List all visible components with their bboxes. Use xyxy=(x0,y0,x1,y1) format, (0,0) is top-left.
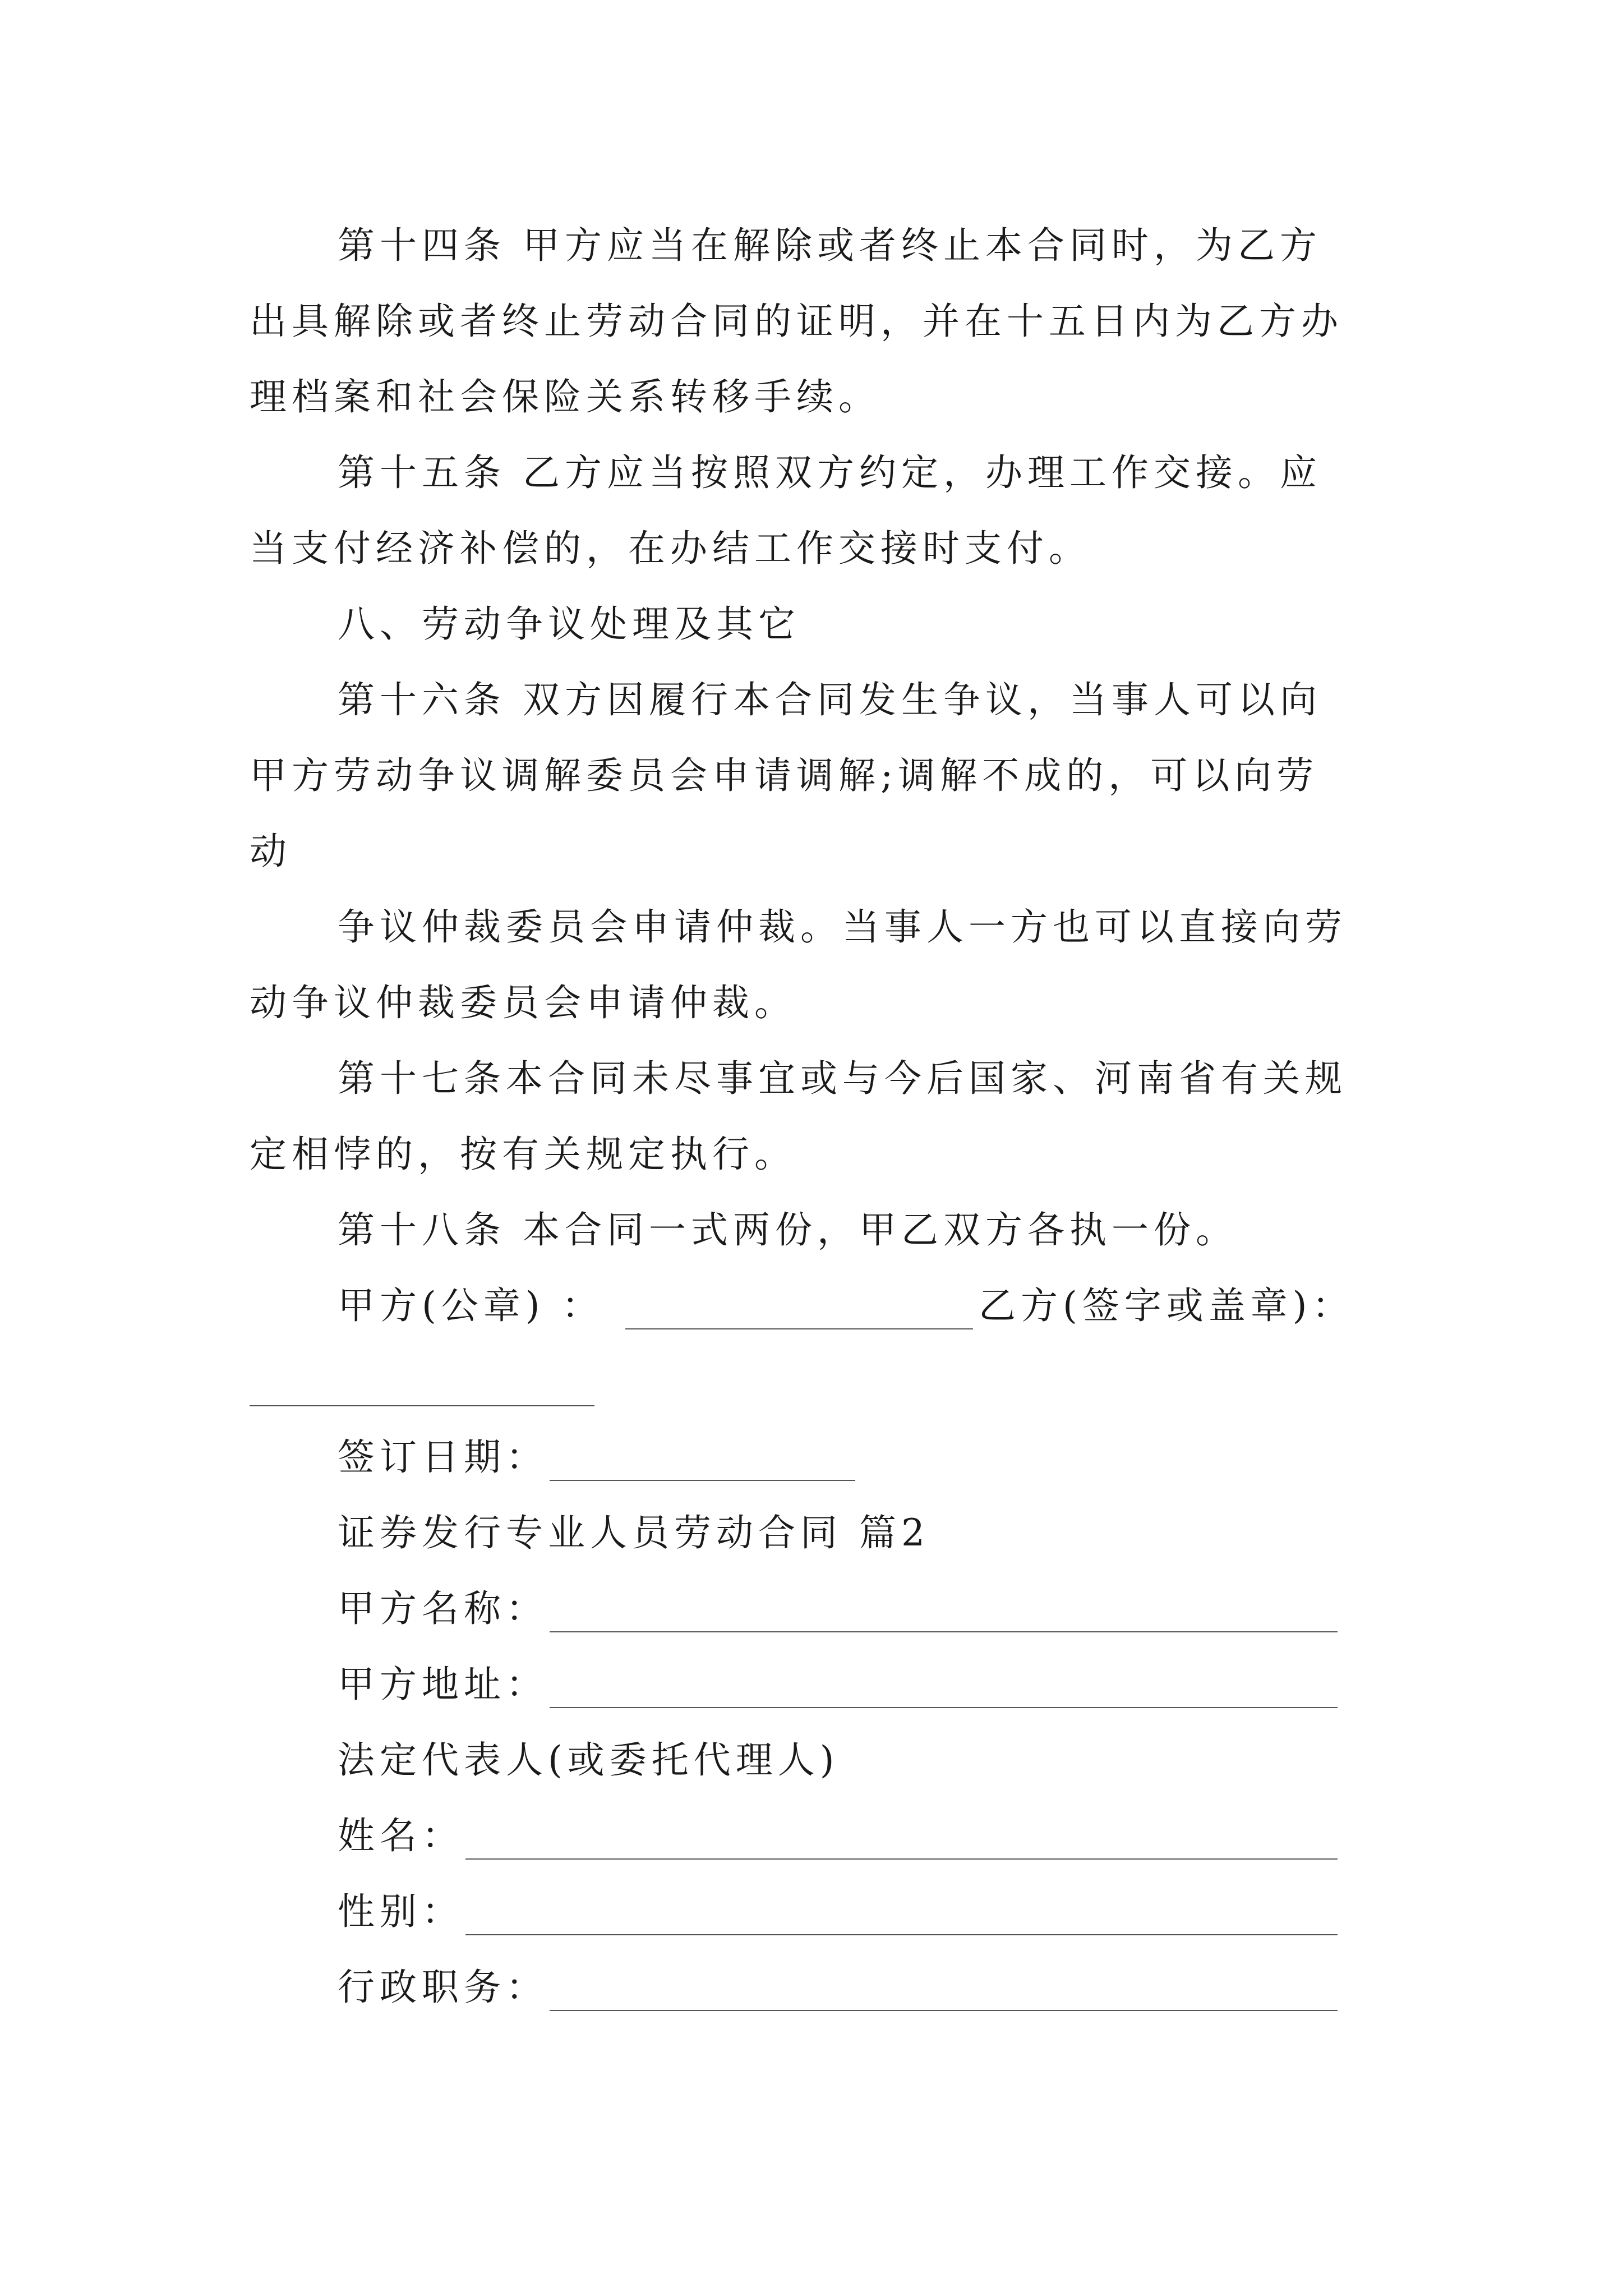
position-label: 行政职务： xyxy=(338,1966,548,2009)
gender-blank xyxy=(465,1934,1338,1935)
article-16-line-2: 甲方劳动争议调解委员会申请调解;调解不成的，可以向劳 xyxy=(250,754,1319,797)
party-a-seal-label: 甲方(公章) ： xyxy=(338,1284,604,1327)
contract-2-title: 证券发行专业人员劳动合同 篇2 xyxy=(338,1511,930,1554)
party-a-name-label: 甲方名称： xyxy=(338,1587,548,1630)
article-18: 第十八条 本合同一式两份，甲乙双方各执一份。 xyxy=(338,1208,1238,1251)
party-a-name-blank xyxy=(550,1631,1338,1632)
party-a-address-blank xyxy=(550,1707,1338,1708)
party-b-sign-blank xyxy=(250,1405,594,1406)
article-16-line-1: 第十六条 双方因履行本合同发生争议，当事人可以向 xyxy=(338,678,1322,721)
article-14-line-2: 出具解除或者终止劳动合同的证明，并在十五日内为乙方办 xyxy=(250,300,1343,343)
section-8-heading: 八、劳动争议处理及其它 xyxy=(338,602,800,646)
sign-date-label: 签订日期： xyxy=(338,1435,548,1479)
gender-label: 性别： xyxy=(338,1890,464,1933)
party-b-sign-label: 乙方(签字或盖章)： xyxy=(979,1284,1354,1327)
article-17-line-1: 第十七条本合同未尽事宜或与今后国家、河南省有关规 xyxy=(338,1057,1347,1100)
article-16-line-3: 动 xyxy=(250,830,292,873)
name-blank xyxy=(465,1858,1338,1860)
article-15-line-2: 当支付经济补偿的，在办结工作交接时支付。 xyxy=(250,527,1091,570)
article-14-line-3: 理档案和社会保险关系转移手续。 xyxy=(250,375,880,418)
article-17-line-2: 定相悖的，按有关规定执行。 xyxy=(250,1133,796,1176)
party-a-address-label: 甲方地址： xyxy=(338,1663,548,1706)
party-a-seal-blank xyxy=(625,1328,973,1329)
article-16-line-5: 动争议仲裁委员会申请仲裁。 xyxy=(250,981,796,1024)
name-label: 姓名： xyxy=(338,1814,464,1857)
position-blank xyxy=(550,2010,1338,2011)
sign-date-blank xyxy=(550,1480,855,1481)
article-16-line-4: 争议仲裁委员会申请仲裁。当事人一方也可以直接向劳 xyxy=(338,905,1347,949)
legal-rep-label: 法定代表人(或委托代理人) xyxy=(338,1738,840,1782)
article-15-line-1: 第十五条 乙方应当按照双方约定，办理工作交接。应 xyxy=(338,451,1322,494)
article-14-line-1: 第十四条 甲方应当在解除或者终止本合同时，为乙方 xyxy=(338,224,1322,267)
